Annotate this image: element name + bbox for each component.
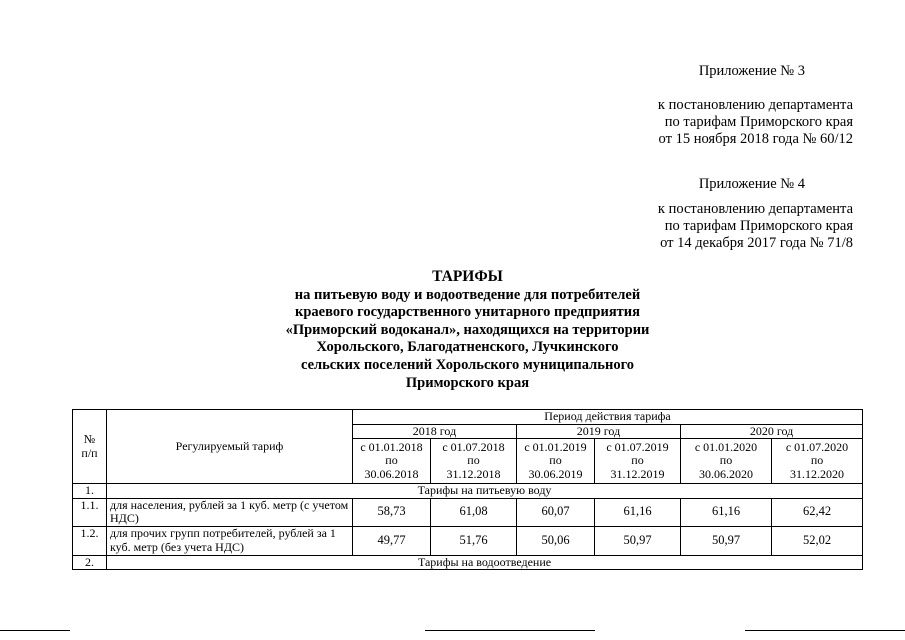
header-year: 2019 год bbox=[517, 424, 681, 439]
tariff-value: 62,42 bbox=[772, 498, 863, 526]
header-period-cell: с 01.01.2018 по 30.06.2018 bbox=[353, 439, 431, 484]
tariff-value: 61,08 bbox=[431, 498, 517, 526]
title-line: на питьевую воду и водоотведение для потребителей bbox=[294, 286, 641, 303]
row-num: 1. bbox=[73, 484, 107, 499]
title-line: Хорольского, Благодатненского, Лучкинского bbox=[316, 339, 619, 356]
section-label: Тарифы на водоотведение bbox=[107, 555, 863, 570]
appendix-4-line: к постановлению департамента bbox=[657, 201, 853, 217]
row-label: для населения, рублей за 1 куб. метр (с учетом НДС) bbox=[107, 498, 353, 526]
appendix-4-heading: Приложение № 4 bbox=[698, 176, 805, 192]
tariff-value: 60,07 bbox=[517, 498, 595, 526]
row-num: 1.2. bbox=[73, 526, 107, 555]
header-period-cell: с 01.01.2020 по 30.06.2020 bbox=[681, 439, 772, 484]
footer-rule bbox=[745, 630, 905, 631]
tariff-value: 58,73 bbox=[353, 498, 431, 526]
appendix-4-line: от 14 декабря 2017 года № 71/8 bbox=[660, 235, 853, 251]
row-label: для прочих групп потребителей, рублей за 1 куб. метр (без учета НДС) bbox=[107, 526, 353, 555]
row-num: 1.1. bbox=[73, 498, 107, 526]
header-period-cell: с 01.07.2020 по 31.12.2020 bbox=[772, 439, 863, 484]
title-line: краевого государственного унитарного предприятия bbox=[295, 304, 640, 321]
header-tariff: Регулируемый тариф bbox=[107, 410, 353, 484]
appendix-3-heading: Приложение № 3 bbox=[698, 63, 805, 79]
footer-rule bbox=[0, 630, 70, 631]
tariff-table bbox=[72, 409, 863, 570]
tariff-value: 61,16 bbox=[595, 498, 681, 526]
footer-rule bbox=[425, 630, 595, 631]
header-period-cell: с 01.07.2019 по 31.12.2019 bbox=[595, 439, 681, 484]
tariff-value: 50,97 bbox=[595, 526, 681, 555]
appendix-4-line: по тарифам Приморского края bbox=[664, 218, 853, 234]
appendix-3-line: к постановлению департамента bbox=[657, 97, 853, 113]
table-row bbox=[73, 498, 863, 526]
appendix-3-line: по тарифам Приморского края bbox=[664, 114, 853, 130]
tariff-value: 61,16 bbox=[681, 498, 772, 526]
header-period-cell: с 01.07.2018 по 31.12.2018 bbox=[431, 439, 517, 484]
title-line: Приморского края bbox=[405, 374, 530, 391]
header-year: 2018 год bbox=[353, 424, 517, 439]
title-line: «Приморский водоканал», находящихся на территории bbox=[285, 321, 650, 338]
tariff-value: 50,06 bbox=[517, 526, 595, 555]
appendix-4-basis bbox=[658, 201, 853, 252]
tariff-value: 49,77 bbox=[353, 526, 431, 555]
table-row bbox=[73, 526, 863, 555]
table-row bbox=[73, 484, 863, 499]
title-line: сельских поселений Хорольского муниципального bbox=[300, 356, 635, 373]
tariff-value: 50,97 bbox=[681, 526, 772, 555]
appendix-3-line: от 15 ноября 2018 года № 60/12 bbox=[658, 131, 853, 147]
tariff-value: 51,76 bbox=[431, 526, 517, 555]
document-title bbox=[0, 268, 905, 392]
header-num: № п/п bbox=[73, 410, 107, 484]
appendix-3-basis bbox=[658, 97, 853, 148]
header-period-cell: с 01.01.2019 по 30.06.2019 bbox=[517, 439, 595, 484]
title-main: ТАРИФЫ bbox=[432, 268, 503, 285]
tariff-value: 52,02 bbox=[772, 526, 863, 555]
table-row bbox=[73, 555, 863, 570]
header-year: 2020 год bbox=[681, 424, 863, 439]
header-period: Период действия тарифа bbox=[353, 410, 863, 425]
row-num: 2. bbox=[73, 555, 107, 570]
section-label: Тарифы на питьевую воду bbox=[107, 484, 863, 499]
